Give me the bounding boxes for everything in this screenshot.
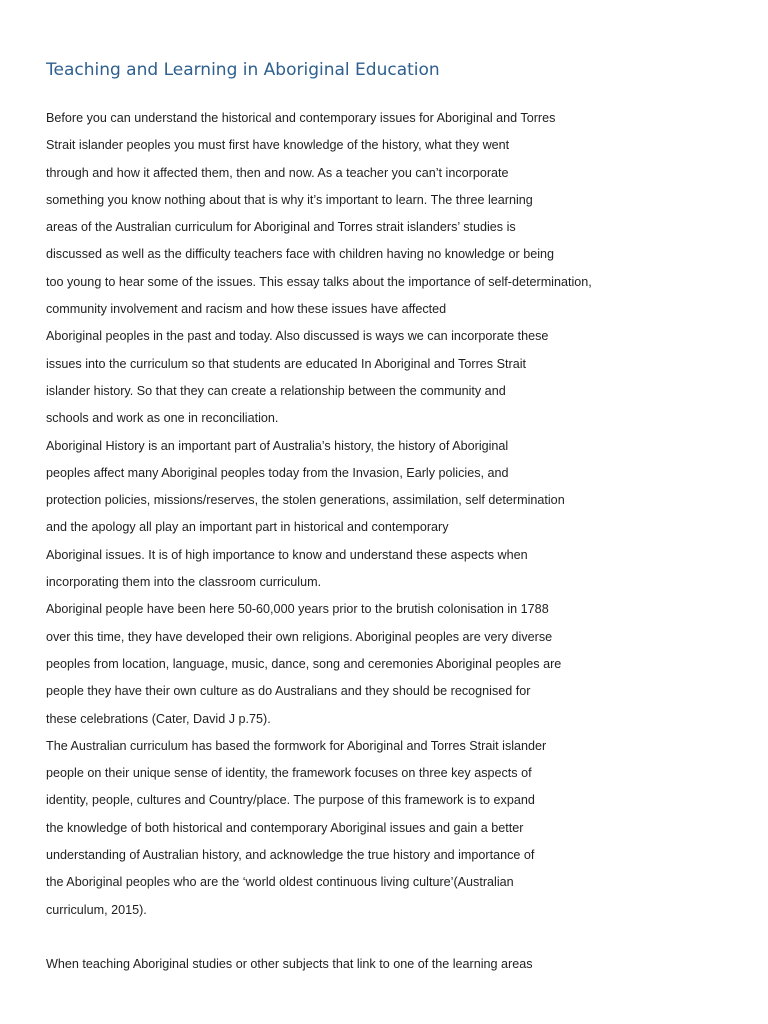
text-line: too young to hear some of the issues. This essay talks about the importance of self-determination, xyxy=(46,274,592,289)
text-line: Strait islander peoples you must first have knowledge of the history, what they went xyxy=(46,138,510,153)
text-line: Aboriginal peoples in the past and today. Also discussed is ways we can incorporate these xyxy=(46,329,549,344)
document-title: Teaching and Learning in Aboriginal Education xyxy=(46,60,440,80)
text-line: peoples from location, language, music, dance, song and ceremonies Aboriginal peoples are xyxy=(46,656,562,671)
text-line: schools and work as one in reconciliation. xyxy=(46,411,279,426)
text-line: peoples affect many Aboriginal peoples today from the Invasion, Early policies, and xyxy=(46,465,509,480)
text-line: Before you can understand the historical and contemporary issues for Aboriginal and Torres xyxy=(46,111,556,125)
text-line: Aboriginal History is an important part of Australia’s history, the history of Aboriginal xyxy=(46,438,509,453)
text-line: the knowledge of both historical and contemporary Aboriginal issues and gain a better xyxy=(46,820,524,835)
text-line: The Australian curriculum has based the formwork for Aboriginal and Torres Strait islander xyxy=(46,738,547,753)
text-line: areas of the Australian curriculum for Aboriginal and Torres strait islanders’ studies is xyxy=(46,220,516,235)
text-line: over this time, they have developed their own religions. Aboriginal peoples are very diverse xyxy=(46,629,553,644)
text-line: incorporating them into the classroom curriculum. xyxy=(46,575,322,590)
text-line: Aboriginal people have been here 50-60,000 years prior to the brutish colonisation in 1788 xyxy=(46,602,549,617)
text-line: these celebrations (Cater, David J p.75). xyxy=(46,711,271,726)
text-line: islander history. So that they can create a relationship between the community and xyxy=(46,383,506,398)
text-line: Aboriginal issues. It is of high importance to know and understand these aspects when xyxy=(46,547,528,562)
text-line: community involvement and racism and how these issues have affected xyxy=(46,302,447,317)
text-line: issues into the curriculum so that students are educated In Aboriginal and Torres Strait xyxy=(46,356,526,371)
text-line: something you know nothing about that is why it’s important to learn. The three learning xyxy=(46,192,533,207)
text-line: through and how it affected them, then and now. As a teacher you can’t incorporate xyxy=(46,165,509,180)
text-line: When teaching Aboriginal studies or other subjects that link to one of the learning areas xyxy=(46,957,533,972)
text-line: curriculum, 2015). xyxy=(46,902,147,917)
text-line: understanding of Australian history, and acknowledge the true history and importance of xyxy=(46,848,535,863)
text-line: identity, people, cultures and Country/place. The purpose of this framework is to expand xyxy=(46,793,535,808)
document-body xyxy=(46,105,736,979)
text-line: people they have their own culture as do Australians and they should be recognised for xyxy=(46,684,531,699)
text-line: discussed as well as the difficulty teachers face with children having no knowledge or being xyxy=(46,247,555,262)
text-line: protection policies, missions/reserves, the stolen generations, assimilation, self determination xyxy=(46,493,565,508)
text-line: and the apology all play an important part in historical and contemporary xyxy=(46,520,449,535)
paragraph-gap xyxy=(46,924,736,951)
text-line: the Aboriginal peoples who are the ‘world oldest continuous living culture’(Australian xyxy=(46,875,514,890)
text-line: people on their unique sense of identity, the framework focuses on three key aspects of xyxy=(46,766,532,781)
